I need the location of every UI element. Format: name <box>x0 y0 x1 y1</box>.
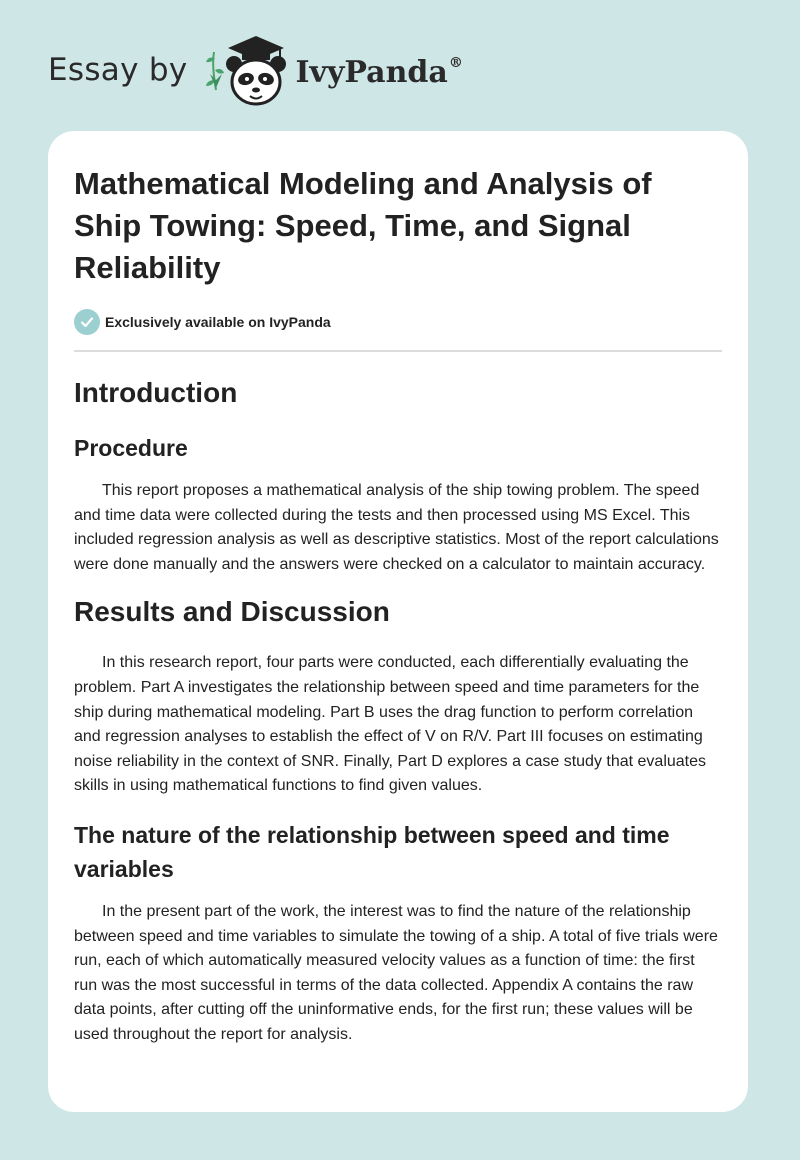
exclusive-badge <box>74 308 722 336</box>
brand-text: IvyPanda <box>295 54 448 90</box>
site-header <box>48 30 463 110</box>
paragraph-speed-time: In the present part of the work, the interest was to find the nature of the relationship between speed and time variables to simulate the towing of a ship. A total of five trials were run, each of which automatically measured velocity values as a function of time: the first run was the most successful in terms of the data collected. Appendix A contains the raw data points, after cutting off the uninformative ends, for the first run; these values will be used throughout the report for analysis. <box>74 902 718 1043</box>
check-icon <box>74 309 100 335</box>
essay-card <box>48 131 748 1112</box>
heading-introduction: Introduction <box>74 377 238 408</box>
heading-speed-time-relationship: The nature of the relationship between speed and time variables <box>74 821 670 882</box>
heading-results-discussion: Results and Discussion <box>74 596 390 628</box>
brand-name[interactable] <box>296 55 463 90</box>
paragraph-results: In this research report, four parts were conducted, each differentially evaluating the problem. Part A investigates the relationship between speed and time parameters for the ship during mathematical modeling. Part B uses the drag function to perform correlation and regression analyses to establish the effect of V on R/V. Part III focuses on estimating noise reliability in the context of SNR. Finally, Part D explores a case study that evaluates skills in using mathematical functions to find given values. <box>74 654 707 795</box>
essay-by-label: Essay by <box>48 52 188 88</box>
essay-title: Mathematical Modeling and Analysis of Ship Towing: Speed, Time, and Signal Reliability <box>74 166 652 285</box>
panda-graduate-logo-icon[interactable] <box>202 30 290 110</box>
paragraph-procedure: This report proposes a mathematical analysis of the ship towing problem. The speed and time data were collected during the tests and then processed using MS Excel. This included regression analysis as well as descriptive statistics. Most of the report calculations were done manually and the answers were checked on a calculator to maintain accuracy. <box>74 482 719 573</box>
registered-mark: ® <box>448 54 463 71</box>
badge-label: Exclusively available on IvyPanda <box>105 314 331 330</box>
title-divider <box>74 350 722 352</box>
heading-procedure: Procedure <box>74 435 188 461</box>
